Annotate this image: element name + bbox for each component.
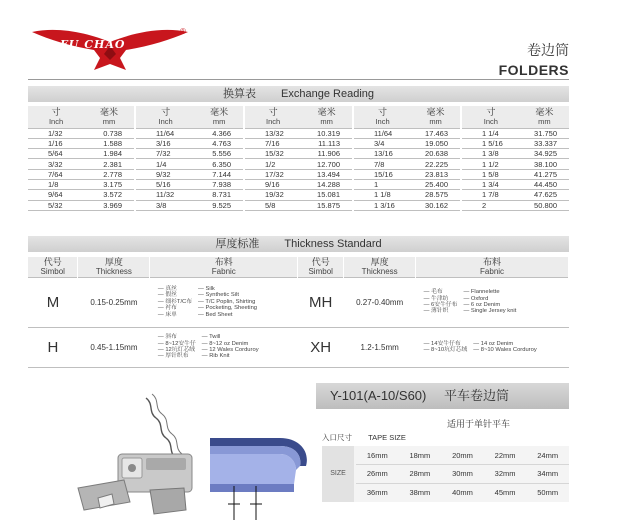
exchange-title-en: Exchange Reading: [281, 88, 375, 100]
tape-size-cell: 22mm: [484, 446, 527, 465]
exchange-row: [462, 128, 569, 138]
thickness-symbol: H: [28, 327, 78, 367]
inch-value: 11/64: [136, 128, 195, 138]
exchange-row: [245, 179, 352, 189]
fabric-en-item: — Flannelette: [463, 289, 516, 295]
fabric-cn-item: — 厚针织布: [158, 353, 196, 359]
mm-value: 41.275: [520, 169, 569, 179]
thickness-section-header: [28, 236, 569, 252]
exchange-row: [354, 128, 460, 138]
tape-size-row: [356, 483, 569, 502]
mm-value: 2.778: [84, 169, 134, 179]
inch-value: 11/64: [354, 128, 411, 138]
symbol-header: 代号 Simbol: [28, 257, 78, 277]
product-usage: 适用于单针平车: [447, 419, 511, 429]
exchange-row: [28, 138, 134, 148]
exchange-title-cn: 换算表: [222, 88, 256, 100]
inch-value: 1/16: [28, 138, 84, 148]
exchange-row: [354, 200, 460, 210]
exchange-row: [28, 190, 134, 200]
fabric-en-item: — 14 oz Denim: [473, 341, 536, 347]
fabric-cn-list: [158, 334, 196, 360]
inch-value: 3/4: [354, 138, 411, 148]
thickness-range: 1.2-1.5mm: [344, 327, 416, 367]
mm-value: 15.081: [301, 190, 352, 200]
mm-value: 3.572: [84, 190, 134, 200]
exchange-col-header: 毫米 mm: [411, 106, 460, 128]
thickness-range: 0.45-1.15mm: [78, 327, 150, 367]
inch-value: 1/32: [28, 128, 84, 138]
exchange-row: [28, 159, 134, 169]
exchange-row: [462, 138, 569, 148]
inch-value: 9/64: [28, 190, 84, 200]
inch-value: 9/16: [245, 179, 301, 189]
exchange-row: [462, 169, 569, 179]
inch-value: 19/32: [245, 190, 301, 200]
mm-value: 38.100: [520, 159, 569, 169]
exchange-col-header: 毫米 mm: [84, 106, 134, 128]
exchange-row: [354, 149, 460, 159]
exchange-row: [28, 149, 134, 159]
fabric-header: 布料 Fabnic: [416, 257, 569, 277]
exchange-col-header: 毫米 mm: [520, 106, 569, 128]
inch-value: 5/8: [245, 200, 301, 210]
inch-value: 1 1/8: [354, 190, 411, 200]
fabric-en-item: — 12 Wales Corduroy: [202, 347, 259, 353]
inch-value: 1 7/8: [462, 190, 520, 200]
mm-value: 17.463: [411, 128, 460, 138]
page-title-cn: 卷边筒: [527, 43, 569, 59]
mm-value: 12.700: [301, 159, 352, 169]
mm-value: 23.813: [411, 169, 460, 179]
fabric-en-item: — Synthetic Silt: [198, 292, 257, 298]
exchange-row: [136, 128, 243, 138]
exchange-row: [354, 159, 460, 169]
fold-diagram-image: [210, 432, 315, 520]
inch-value: 7/16: [245, 138, 301, 148]
fabric-cn-item: — 真丝: [158, 286, 192, 292]
exchange-row: [245, 200, 352, 210]
thickness-symbol: MH: [298, 277, 344, 327]
mm-value: 3.175: [84, 179, 134, 189]
fabric-cn-item: — 斜布: [158, 334, 196, 340]
exchange-row: [354, 138, 460, 148]
inch-value: 7/32: [136, 149, 195, 159]
inch-value: 2: [462, 200, 520, 210]
exchange-header-row: [28, 106, 134, 128]
exchange-row: [245, 159, 352, 169]
thickness-range: 0.27-0.40mm: [344, 277, 416, 327]
mm-value: 9.525: [195, 200, 243, 210]
exchange-row: [136, 179, 243, 189]
tape-size-cell: 38mm: [409, 488, 431, 498]
fabric-en-list: [198, 286, 257, 318]
exchange-col-header: 寸 Inch: [28, 106, 84, 128]
tape-size-cell: 20mm: [441, 446, 484, 465]
exchange-row: [462, 200, 569, 210]
exchange-row: [245, 138, 352, 148]
inch-value: 5/64: [28, 149, 84, 159]
fabric-cn-item: — 14安牛仔布: [424, 341, 468, 347]
product-model: Y-101(A-10/S60): [330, 388, 427, 403]
exchange-row: [28, 128, 134, 138]
inch-value: 15/16: [354, 169, 411, 179]
exchange-col-header: 寸 Inch: [354, 106, 411, 128]
inch-value: 1 1/4: [462, 128, 520, 138]
registered-mark: ®: [180, 27, 186, 36]
exchange-row: [354, 169, 460, 179]
product-title-bar: [316, 383, 569, 409]
fabric-cn-item: — 床单: [158, 312, 192, 318]
folder-attachment-image: [58, 384, 218, 520]
page-title-en: FOLDERS: [498, 62, 569, 78]
exchange-row: [28, 179, 134, 189]
tape-size-cell: 32mm: [484, 465, 527, 484]
fabric-cn-item: — 8~12安牛仔: [158, 341, 196, 347]
mm-value: 33.337: [520, 138, 569, 148]
exchange-row: [462, 159, 569, 169]
mm-value: 11.906: [301, 149, 352, 159]
exchange-col-header: 毫米 mm: [195, 106, 243, 128]
mm-value: 1.588: [84, 138, 134, 148]
inch-value: 5/32: [28, 200, 84, 210]
exchange-group: [462, 106, 569, 224]
exchange-row: [28, 169, 134, 179]
mm-value: 7.938: [195, 179, 243, 189]
mm-value: 4.763: [195, 138, 243, 148]
mm-value: 2.381: [84, 159, 134, 169]
inch-value: 3/8: [136, 200, 195, 210]
thickness-title-cn: 厚度标准: [215, 238, 260, 250]
fabric-cn-item: — 衬布: [158, 305, 192, 311]
fabric-en-item: — Rib Knit: [202, 353, 259, 359]
tape-size-cell: 36mm: [366, 488, 388, 498]
inch-value: 1 5/8: [462, 169, 520, 179]
thickness-title-en: Thickness Standard: [284, 238, 382, 250]
tape-size-cell: 45mm: [494, 488, 516, 498]
inch-value: 5/16: [136, 179, 195, 189]
fabric-en-item: — 8~10 Wales Corduroy: [473, 347, 536, 353]
tape-size-row: [356, 446, 569, 465]
inch-value: 3/16: [136, 138, 195, 148]
inch-value: 1 1/2: [462, 159, 520, 169]
exchange-col-header: 寸 Inch: [462, 106, 520, 128]
mm-value: 7.144: [195, 169, 243, 179]
fabric-cn-item: — 毛布: [424, 289, 458, 295]
exchange-row: [136, 159, 243, 169]
thickness-row: [28, 277, 569, 327]
exchange-row: [28, 200, 134, 210]
mm-value: 19.050: [411, 138, 460, 148]
brand-logo: [30, 24, 190, 78]
mm-value: 0.738: [84, 128, 134, 138]
tape-size-row: [356, 465, 569, 484]
fabric-cn-item: — 细衫T/C布: [158, 299, 192, 305]
fabric-en-item: — Oxford: [463, 296, 516, 302]
exchange-col-header: 寸 Inch: [136, 106, 195, 128]
mm-value: 14.288: [301, 179, 352, 189]
mm-value: 44.450: [520, 179, 569, 189]
mm-value: 34.925: [520, 149, 569, 159]
inch-value: 13/16: [354, 149, 411, 159]
fabric-cn-item: — 6安牛仔布: [424, 302, 458, 308]
size-label: SIZE: [322, 446, 354, 502]
exchange-row: [354, 179, 460, 189]
mm-value: 15.875: [301, 200, 352, 210]
mm-value: 28.575: [411, 190, 460, 200]
inch-value: 1 3/4: [462, 179, 520, 189]
tape-size-cell: 18mm: [399, 446, 442, 465]
fabric-en-item: — Twill: [202, 334, 259, 340]
fabric-cn-list: [158, 286, 192, 318]
fabric-cn-list: [424, 341, 468, 354]
exchange-row: [245, 190, 352, 200]
exchange-header-row: [136, 106, 243, 128]
exchange-section-header: [28, 86, 569, 102]
mm-value: 4.366: [195, 128, 243, 138]
mm-value: 3.969: [84, 200, 134, 210]
eagle-logo-icon: [30, 24, 190, 78]
mm-value: 20.638: [411, 149, 460, 159]
thickness-symbol: M: [28, 277, 78, 327]
product-name-cn: 平车卷边筒: [443, 388, 509, 403]
exchange-group: [136, 106, 243, 224]
fabric-en-list: [463, 289, 516, 315]
exchange-row: [136, 200, 243, 210]
exchange-row: [245, 128, 352, 138]
inch-value: 1/8: [28, 179, 84, 189]
exchange-col-header: 毫米 mm: [301, 106, 352, 128]
fabric-list: [150, 277, 298, 327]
fabric-cn-item: — 牛津纺: [424, 296, 458, 302]
inch-value: 13/32: [245, 128, 301, 138]
mm-value: 50.800: [520, 200, 569, 210]
inch-value: 1 3/16: [354, 200, 411, 210]
tape-size-header: [322, 432, 406, 443]
exchange-row: [245, 169, 352, 179]
fabric-en-item: — Single Jersey knit: [463, 308, 516, 314]
exchange-group: [245, 106, 352, 224]
fabric-en-item: — T/C Poplin, Shirting: [198, 299, 257, 305]
fabric-cn-list: [424, 289, 458, 315]
thickness-header-row: [28, 257, 569, 277]
tape-size-cell: 26mm: [356, 465, 399, 484]
logo-text: FU CHAO: [60, 38, 126, 51]
tape-label-cn: 入口尺寸: [322, 433, 352, 442]
exchange-row: [462, 149, 569, 159]
exchange-group: [28, 106, 134, 224]
mm-value: 5.556: [195, 149, 243, 159]
exchange-group: [354, 106, 460, 224]
fabric-list: [416, 327, 569, 367]
exchange-row: [245, 149, 352, 159]
inch-value: 15/32: [245, 149, 301, 159]
fabric-en-item: — Bed Sheet: [198, 312, 257, 318]
exchange-row: [354, 190, 460, 200]
fabric-header: 布料 Fabnic: [150, 257, 298, 277]
fabric-en-list: [202, 334, 259, 360]
inch-value: 3/32: [28, 159, 84, 169]
mm-value: 31.750: [520, 128, 569, 138]
tape-size-cell: 16mm: [356, 446, 399, 465]
fabric-en-list: [473, 341, 536, 354]
inch-value: 7/64: [28, 169, 84, 179]
inch-value: 1 3/8: [462, 149, 520, 159]
exchange-row: [462, 190, 569, 200]
mm-value: 47.625: [520, 190, 569, 200]
exchange-row: [136, 138, 243, 148]
exchange-header-row: [462, 106, 569, 128]
fabric-cn-item: — 假丝: [158, 292, 192, 298]
mm-value: 6.350: [195, 159, 243, 169]
mm-value: 11.113: [301, 138, 352, 148]
inch-value: 1: [354, 179, 411, 189]
inch-value: 9/32: [136, 169, 195, 179]
mm-value: 30.162: [411, 200, 460, 210]
exchange-row: [462, 179, 569, 189]
tape-label-en: TAPE SIZE: [368, 433, 406, 442]
exchange-header-row: [245, 106, 352, 128]
fabric-en-item: — Pocketing, Sheeting: [198, 305, 257, 311]
exchange-row: [136, 169, 243, 179]
thickness-header: 厚度 Thickness: [344, 257, 416, 277]
thickness-header: 厚度 Thickness: [78, 257, 150, 277]
fabric-cn-item: — 12坑灯芯绒: [158, 347, 196, 353]
thickness-table: [28, 257, 569, 368]
tape-size-cell: 30mm: [441, 465, 484, 484]
thickness-range: 0.15-0.25mm: [78, 277, 150, 327]
exchange-col-header: 寸 Inch: [245, 106, 301, 128]
tape-size-cell: 34mm: [526, 465, 569, 484]
fabric-en-item: — Silk: [198, 286, 257, 292]
fabric-en-item: — 6 oz Denim: [463, 302, 516, 308]
inch-value: 1/2: [245, 159, 301, 169]
fabric-list: [150, 327, 298, 367]
inch-value: 11/32: [136, 190, 195, 200]
exchange-row: [136, 149, 243, 159]
inch-value: 7/8: [354, 159, 411, 169]
mm-value: 10.319: [301, 128, 352, 138]
mm-value: 1.984: [84, 149, 134, 159]
tape-size-cell: 40mm: [452, 488, 473, 498]
mm-value: 25.400: [411, 179, 460, 189]
inch-value: 1/4: [136, 159, 195, 169]
symbol-header: 代号 Simbol: [298, 257, 344, 277]
fabric-cn-item: — 8~10坑灯芯绒: [424, 347, 468, 353]
tape-size-cell: 24mm: [526, 446, 569, 465]
mm-value: 8.731: [195, 190, 243, 200]
inch-value: 1 5/16: [462, 138, 520, 148]
thickness-symbol: XH: [298, 327, 344, 367]
header-divider: [28, 79, 569, 80]
fabric-list: [416, 277, 569, 327]
fabric-en-item: — 8~12 oz Denim: [202, 341, 259, 347]
tape-size-cell: 50mm: [537, 488, 559, 498]
tape-size-cell: 28mm: [399, 465, 442, 484]
fabric-cn-item: — 薄针织: [424, 308, 458, 314]
mm-value: 13.494: [301, 169, 352, 179]
mm-value: 22.225: [411, 159, 460, 169]
exchange-header-row: [354, 106, 460, 128]
inch-value: 17/32: [245, 169, 301, 179]
thickness-row: [28, 327, 569, 367]
tape-size-table: [322, 446, 569, 502]
exchange-row: [136, 190, 243, 200]
